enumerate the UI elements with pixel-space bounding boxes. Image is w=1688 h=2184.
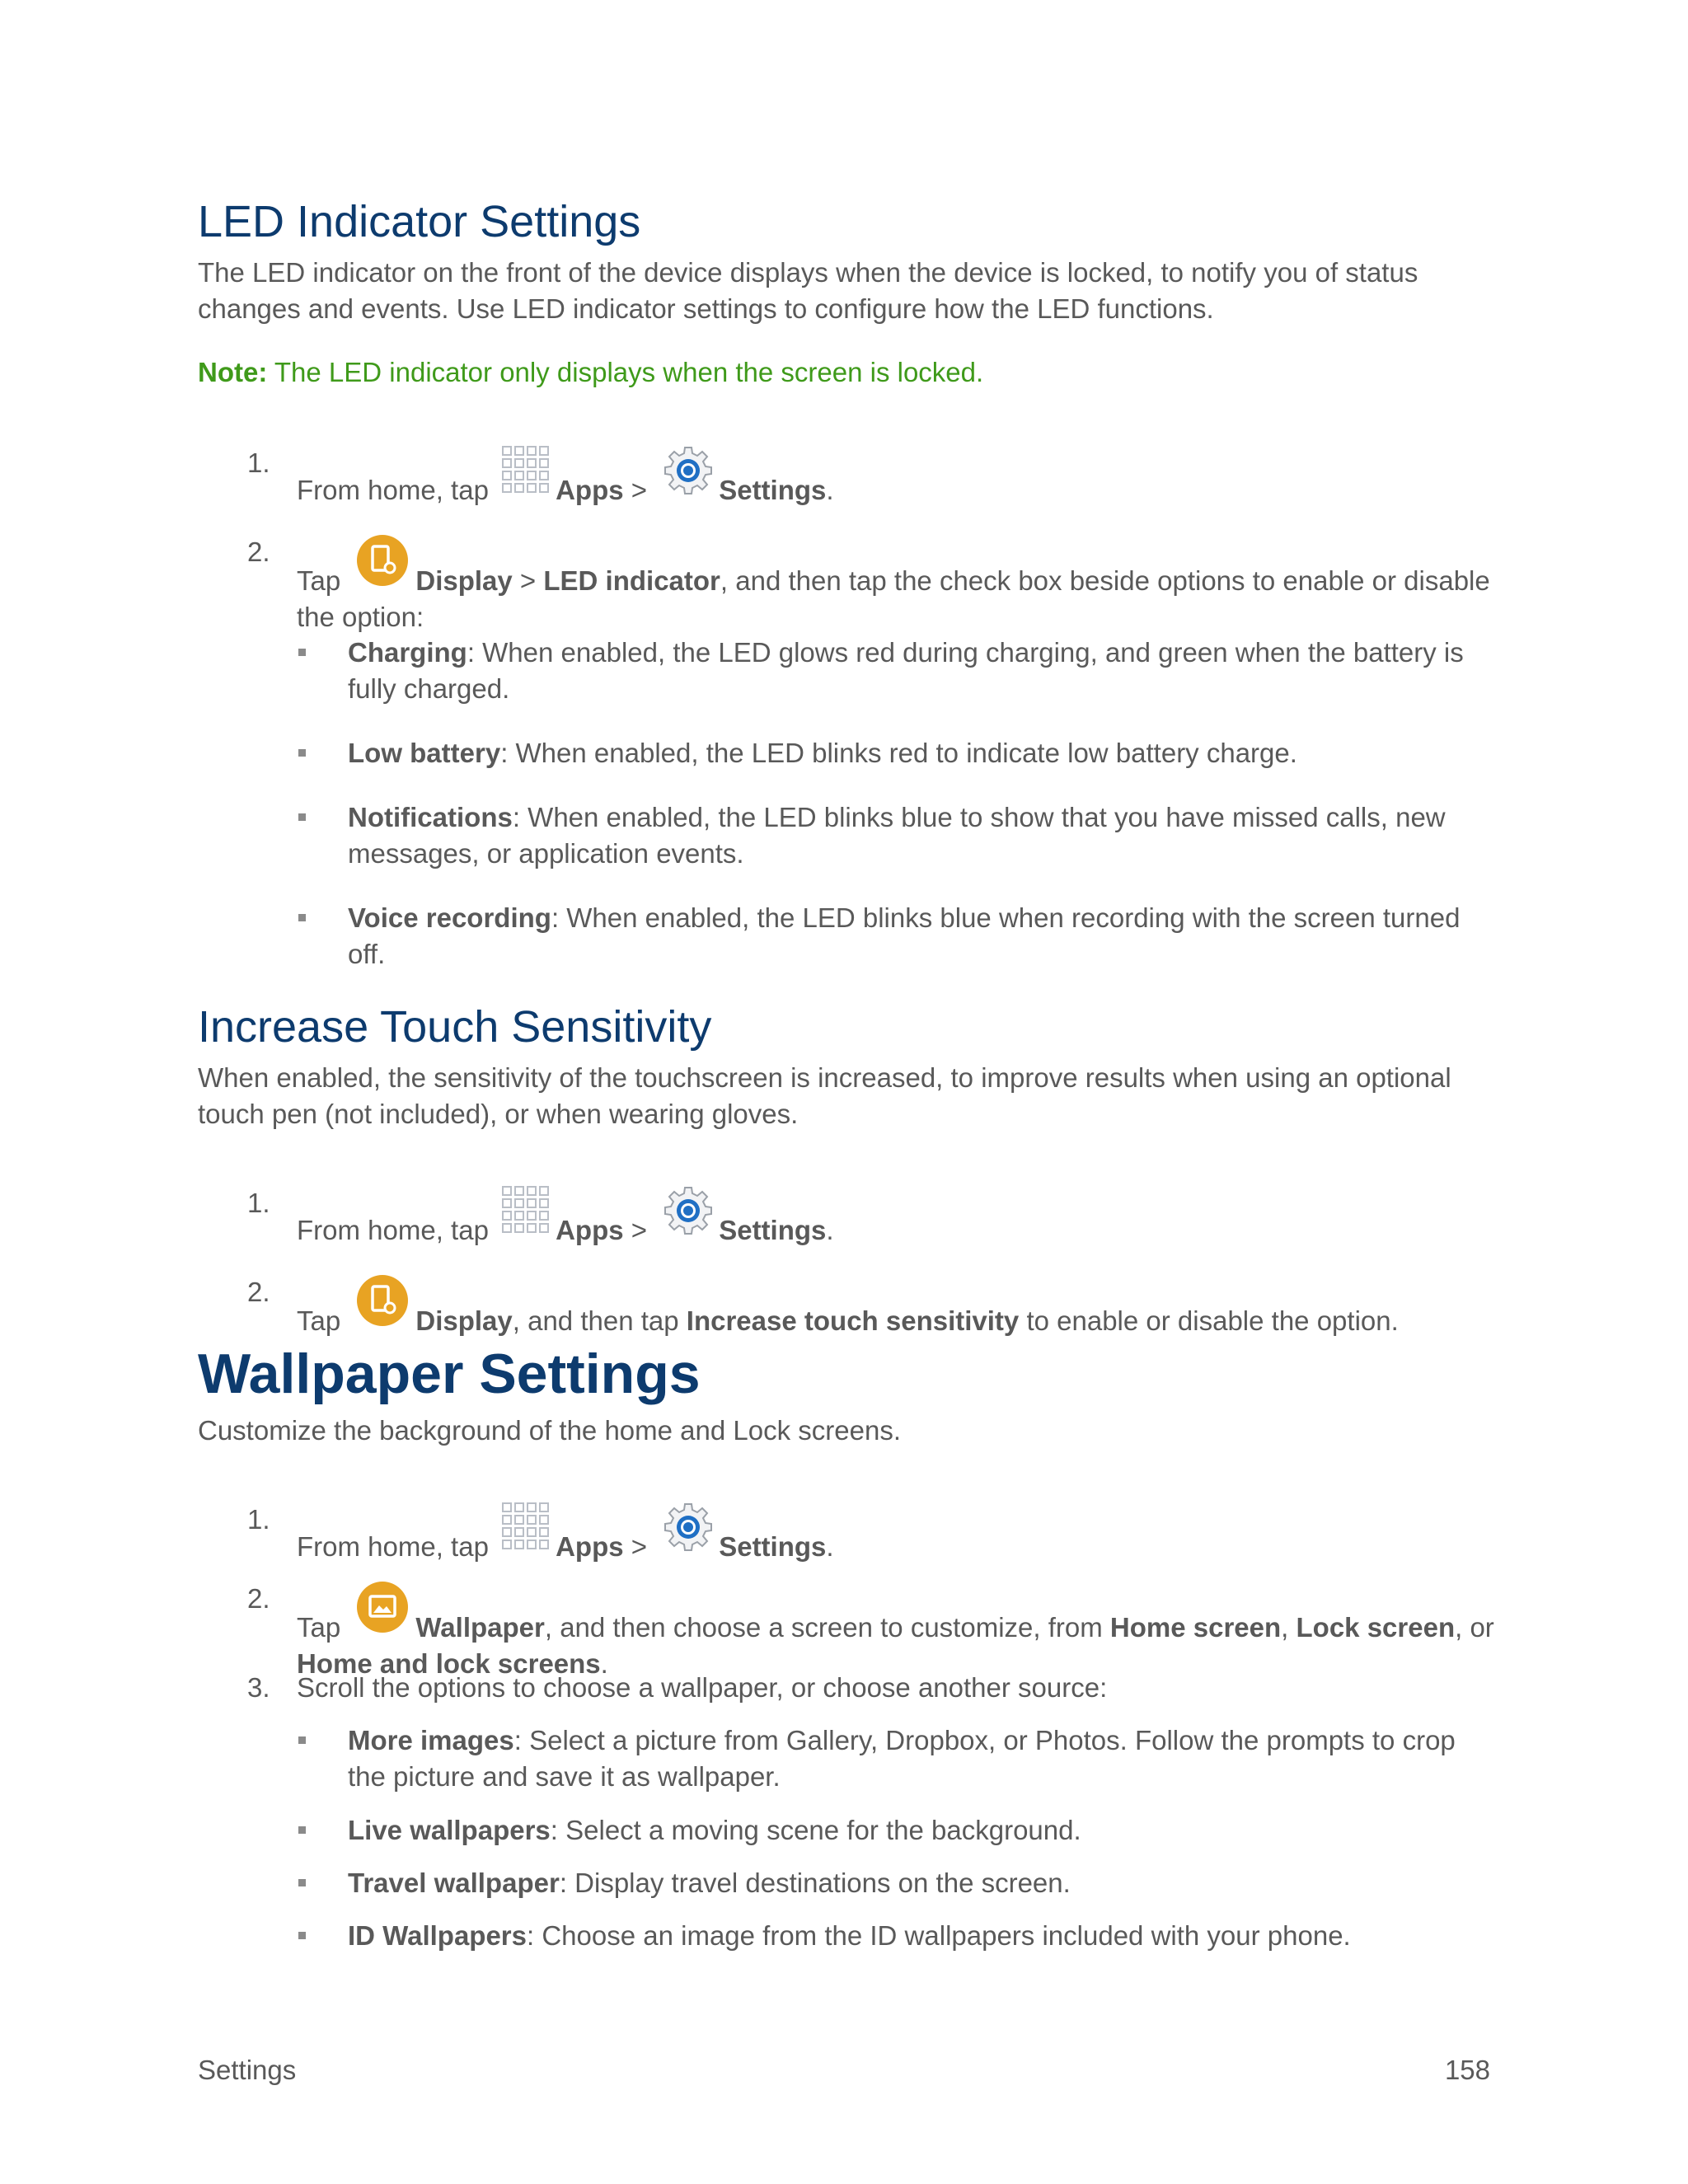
period: . xyxy=(826,1531,834,1562)
display-icon xyxy=(356,534,409,587)
settings-icon xyxy=(663,1502,714,1553)
option-body xyxy=(348,900,1500,972)
option-label: Live wallpapers xyxy=(348,1815,551,1845)
apps-label: Apps xyxy=(556,475,624,505)
step-number: 1. xyxy=(247,1504,270,1535)
option-text: : Choose an image from the ID wallpapers included with your phone. xyxy=(527,1920,1351,1951)
home-screen-label: Home screen xyxy=(1109,1612,1282,1643)
step-text: to enable or disable the option. xyxy=(1019,1305,1399,1336)
apps-icon xyxy=(501,1185,551,1238)
step-number: 2. xyxy=(247,1277,270,1307)
option-text: : When enabled, the LED blinks blue to show that you have missed calls, new messages, or application events. xyxy=(348,802,1446,869)
wallpaper-intro: Customize the background of the home and Lock screens. xyxy=(198,1415,901,1446)
wallpaper-label: Wallpaper xyxy=(415,1612,545,1643)
step-body xyxy=(297,1502,1500,1565)
step-text: From home, tap xyxy=(297,1215,497,1245)
separator: > xyxy=(623,475,655,505)
bullet-marker xyxy=(298,813,306,821)
separator: , or xyxy=(1455,1612,1494,1643)
step-text: , and then choose a screen to customize, from xyxy=(544,1612,1110,1643)
bullet-marker xyxy=(298,914,306,921)
apps-icon xyxy=(501,445,551,498)
settings-label: Settings xyxy=(719,1531,827,1562)
option-body xyxy=(348,1918,1500,1954)
step-text: , and then tap xyxy=(512,1305,687,1336)
settings-icon xyxy=(663,445,714,496)
option-body xyxy=(348,1812,1500,1849)
apps-label: Apps xyxy=(556,1531,624,1562)
settings-label: Settings xyxy=(719,1215,827,1245)
note-text: The LED indicator only displays when the screen is locked. xyxy=(267,357,984,387)
option-text: : When enabled, the LED blinks red to indicate low battery charge. xyxy=(500,738,1297,768)
bullet-marker xyxy=(298,1826,306,1834)
step-body xyxy=(297,1581,1500,1682)
step-body: Scroll the options to choose a wallpaper, or choose another source: xyxy=(297,1672,1108,1703)
option-label: Travel wallpaper xyxy=(348,1868,560,1898)
home-and-lock-label: Home and lock screens xyxy=(297,1648,601,1679)
step-text: , and then tap the check box beside options to enable or disable the option: xyxy=(297,565,1490,632)
step-text: From home, tap xyxy=(297,475,497,505)
led-heading: LED Indicator Settings xyxy=(198,197,641,246)
option-text: : When enabled, the LED blinks blue when recording with the screen turned off. xyxy=(348,902,1461,969)
touch-intro: When enabled, the sensitivity of the touchscreen is increased, to improve results when using an optional touch pen (not included), or when wearing gloves. xyxy=(198,1062,1451,1129)
increase-touch-label: Increase touch sensitivity xyxy=(686,1305,1020,1336)
separator: , xyxy=(1281,1612,1296,1643)
footer-section: Settings xyxy=(198,2055,297,2085)
separator: > xyxy=(623,1531,655,1562)
option-body xyxy=(348,635,1500,707)
settings-label: Settings xyxy=(719,475,827,505)
step-number: 2. xyxy=(247,1583,270,1614)
step-text: Tap xyxy=(297,1612,349,1643)
option-label: More images xyxy=(348,1725,514,1755)
bullet-marker xyxy=(298,649,306,656)
bullet-marker xyxy=(298,1932,306,1939)
option-text: : Select a moving scene for the background. xyxy=(550,1815,1081,1845)
display-label: Display xyxy=(415,1305,513,1336)
step-body xyxy=(297,1274,1500,1339)
period: . xyxy=(826,475,834,505)
step-text: Tap xyxy=(297,565,349,596)
option-body xyxy=(348,799,1500,872)
led-intro: The LED indicator on the front of the device displays when the device is locked, to notify you of status changes and events. Use LED indicator settings to configure how the LED functions. xyxy=(198,257,1418,324)
step-number: 3. xyxy=(247,1672,270,1703)
step-text: Tap xyxy=(297,1305,349,1336)
bullet-marker xyxy=(298,1879,306,1886)
led-indicator-label: LED indicator xyxy=(543,565,720,596)
note-label: Note: xyxy=(198,357,268,387)
step-body xyxy=(297,534,1500,635)
separator: > xyxy=(623,1215,655,1245)
option-body xyxy=(348,735,1500,771)
lock-screen-label: Lock screen xyxy=(1296,1612,1456,1643)
step-number: 2. xyxy=(247,537,270,567)
separator: > xyxy=(512,565,544,596)
settings-icon xyxy=(663,1185,714,1236)
option-label: Voice recording xyxy=(348,902,551,933)
option-label: ID Wallpapers xyxy=(348,1920,527,1951)
page-number: 158 xyxy=(1444,2055,1490,2085)
period: . xyxy=(600,1648,608,1679)
display-icon xyxy=(356,1274,409,1327)
led-note xyxy=(198,354,1500,391)
apps-icon xyxy=(501,1502,551,1554)
step-number: 1. xyxy=(247,1188,270,1218)
option-text: : When enabled, the LED glows red during charging, and green when the battery is fully charged. xyxy=(348,637,1464,704)
option-body xyxy=(348,1865,1500,1901)
wallpaper-heading: Wallpaper Settings xyxy=(198,1343,701,1405)
wallpaper-icon xyxy=(356,1581,409,1633)
option-text: : Select a picture from Gallery, Dropbox, or Photos. Follow the prompts to crop the picture and save it as wallpaper. xyxy=(348,1725,1456,1792)
option-label: Charging xyxy=(348,637,467,668)
step-body xyxy=(297,1185,1500,1249)
option-label: Low battery xyxy=(348,738,501,768)
step-body xyxy=(297,445,1500,509)
option-text: : Display travel destinations on the screen. xyxy=(559,1868,1071,1898)
option-body xyxy=(348,1722,1500,1795)
display-label: Display xyxy=(415,565,513,596)
touch-heading: Increase Touch Sensitivity xyxy=(198,1002,712,1052)
period: . xyxy=(826,1215,834,1245)
step-text: From home, tap xyxy=(297,1531,497,1562)
apps-label: Apps xyxy=(556,1215,624,1245)
step-number: 1. xyxy=(247,448,270,478)
bullet-marker xyxy=(298,1736,306,1744)
option-label: Notifications xyxy=(348,802,513,832)
bullet-marker xyxy=(298,749,306,757)
